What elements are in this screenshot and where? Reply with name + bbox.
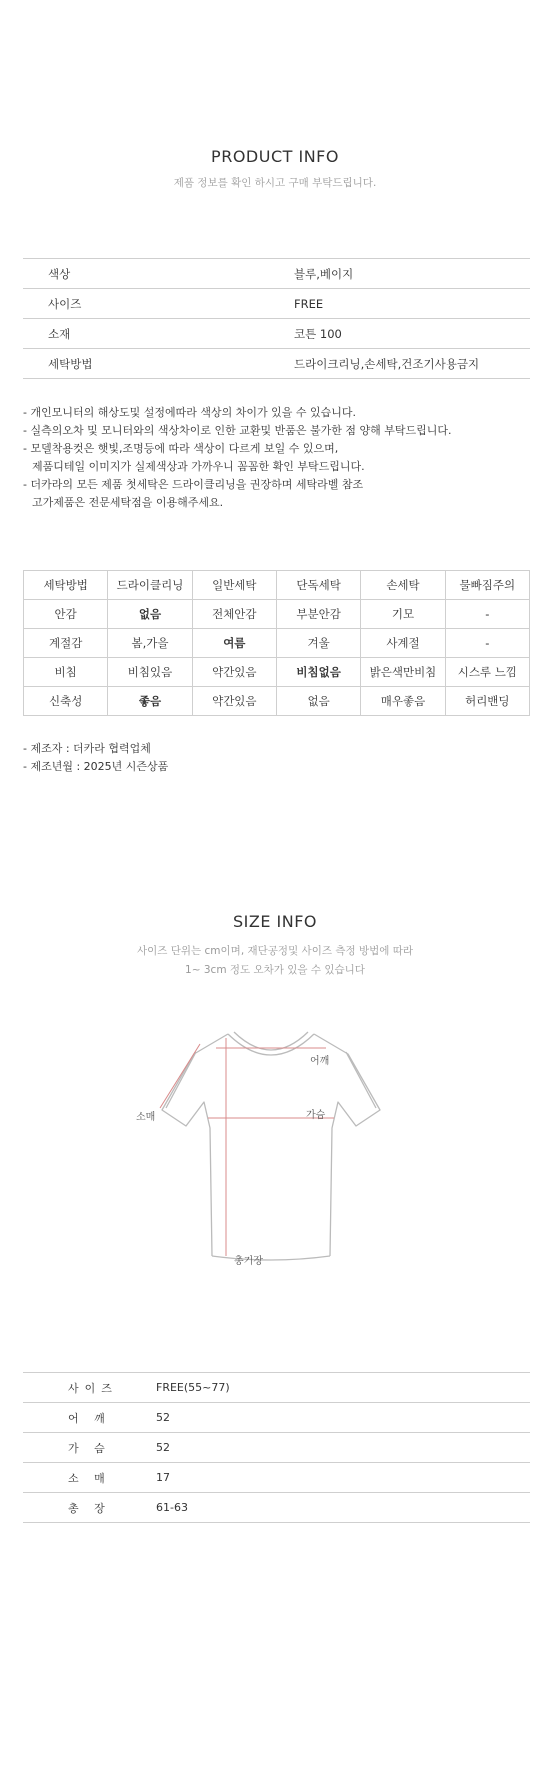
wash-care-grid xyxy=(23,570,530,716)
shoulder-label: 어깨 xyxy=(310,1056,330,1067)
size-row xyxy=(23,1493,530,1523)
wash-grid-cell: - xyxy=(445,629,529,658)
notice-list xyxy=(23,404,533,512)
size-label: 총 장 xyxy=(68,1501,111,1515)
wash-grid-row xyxy=(24,600,530,629)
wash-grid-cell: - xyxy=(445,600,529,629)
size-row xyxy=(23,1373,530,1403)
size-value: 52 xyxy=(156,1441,170,1454)
wash-grid-cell: 약간있음 xyxy=(192,687,276,716)
info-value: 드라이크리닝,손세탁,건조기사용금지 xyxy=(294,356,480,371)
info-value: FREE xyxy=(294,296,324,311)
notice-item: 고가제품은 전문세탁점을 이용해주세요. xyxy=(32,496,224,509)
maker-info xyxy=(23,740,168,776)
wash-grid-cell: 좋음 xyxy=(108,687,192,716)
manufacturer-text: - 제조자 : 더카라 협력업체 xyxy=(23,742,151,755)
wash-grid-cell: 물빠짐주의 xyxy=(445,571,529,600)
notice-item: 제품디테일 이미지가 실제색상과 가까우니 꼼꼼한 확인 부탁드립니다. xyxy=(32,460,365,473)
product-info-subtitle: 제품 정보를 확인 하시고 구매 부탁드립니다. xyxy=(173,177,377,189)
wash-grid-cell: 매우좋음 xyxy=(361,687,445,716)
tshirt-measurement-diagram xyxy=(136,1024,395,1267)
size-value: 17 xyxy=(156,1471,170,1484)
size-info-subtitle-1: 사이즈 단위는 cm이며, 재단공정및 사이즈 측정 방법에 따라 xyxy=(137,945,413,957)
size-label: 사이즈 xyxy=(68,1381,118,1395)
wash-grid-cell: 드라이클리닝 xyxy=(108,571,192,600)
wash-grid-cell: 비침있음 xyxy=(108,658,192,687)
info-label: 소재 xyxy=(48,326,71,341)
wash-grid-row-header: 계절감 xyxy=(24,629,108,658)
wash-grid-cell: 부분안감 xyxy=(276,600,360,629)
wash-grid-cell: 사계절 xyxy=(361,629,445,658)
size-row xyxy=(23,1403,530,1433)
size-row xyxy=(23,1463,530,1493)
info-label: 사이즈 xyxy=(48,296,82,311)
size-value: 52 xyxy=(156,1411,170,1424)
wash-grid-cell: 없음 xyxy=(276,687,360,716)
size-value: 61-63 xyxy=(156,1501,188,1514)
size-table xyxy=(23,1372,530,1523)
wash-grid-cell: 시스루 느낌 xyxy=(445,658,529,687)
size-label: 가 슴 xyxy=(68,1441,111,1455)
length-label: 총기장 xyxy=(234,1256,263,1267)
info-row-material xyxy=(23,319,530,349)
wash-grid-row xyxy=(24,571,530,600)
info-value: 블루,베이지 xyxy=(294,266,354,281)
wash-grid-row-header: 안감 xyxy=(24,600,108,629)
product-info-table xyxy=(23,258,530,379)
notice-item: - 더카라의 모든 제품 첫세탁은 드라이클리닝을 권장하며 세탁라벨 참조 xyxy=(23,478,364,491)
info-row-size xyxy=(23,289,530,319)
chest-label: 가슴 xyxy=(306,1110,326,1121)
wash-grid-cell: 겨울 xyxy=(276,629,360,658)
wash-grid-cell: 밝은색만비침 xyxy=(361,658,445,687)
info-label: 색상 xyxy=(48,266,71,281)
wash-grid-cell: 손세탁 xyxy=(361,571,445,600)
wash-grid-row xyxy=(24,687,530,716)
wash-grid-cell: 전체안감 xyxy=(192,600,276,629)
size-label: 어 깨 xyxy=(68,1411,111,1425)
wash-grid-cell: 약간있음 xyxy=(192,658,276,687)
wash-grid-cell: 비침없음 xyxy=(276,658,360,687)
notice-item: - 모델착용컷은 햇빛,조명등에 따라 색상이 다르게 보일 수 있으며, xyxy=(23,442,339,455)
size-value: FREE(55~77) xyxy=(156,1381,230,1394)
wash-grid-row-header: 비침 xyxy=(24,658,108,687)
wash-grid-row xyxy=(24,658,530,687)
size-label: 소 매 xyxy=(68,1471,111,1485)
wash-grid-cell: 봄,가을 xyxy=(108,629,192,658)
sleeve-label: 소매 xyxy=(136,1112,156,1123)
wash-grid-cell: 여름 xyxy=(192,629,276,658)
wash-grid-cell: 허리밴딩 xyxy=(445,687,529,716)
wash-grid-cell: 없음 xyxy=(108,600,192,629)
size-row xyxy=(23,1433,530,1463)
wash-grid-row-header: 신축성 xyxy=(24,687,108,716)
tshirt-sketch xyxy=(150,1024,395,1264)
size-info-subtitle-2: 1~ 3cm 정도 오차가 있을 수 있습니다 xyxy=(185,964,365,976)
wash-grid-cell: 단독세탁 xyxy=(276,571,360,600)
info-value: 코튼 100 xyxy=(294,326,342,341)
size-info-title: SIZE INFO xyxy=(232,912,317,931)
manufacture-date-text: - 제조년월 : 2025년 시즌상품 xyxy=(23,760,169,773)
info-row-color xyxy=(23,259,530,289)
info-row-washing xyxy=(23,349,530,379)
wash-grid-row xyxy=(24,629,530,658)
wash-grid-cell: 일반세탁 xyxy=(192,571,276,600)
wash-grid-cell: 기모 xyxy=(361,600,445,629)
product-info-title: PRODUCT INFO xyxy=(211,147,339,166)
info-label: 세탁방법 xyxy=(48,356,93,371)
notice-item: - 실측의오차 및 모니터와의 색상차이로 인한 교환및 반품은 불가한 점 양해 부탁드립니다. xyxy=(23,424,452,437)
wash-grid-row-header: 세탁방법 xyxy=(24,571,108,600)
notice-item: - 개인모니터의 해상도및 설정에따라 색상의 차이가 있을 수 있습니다. xyxy=(23,406,356,419)
